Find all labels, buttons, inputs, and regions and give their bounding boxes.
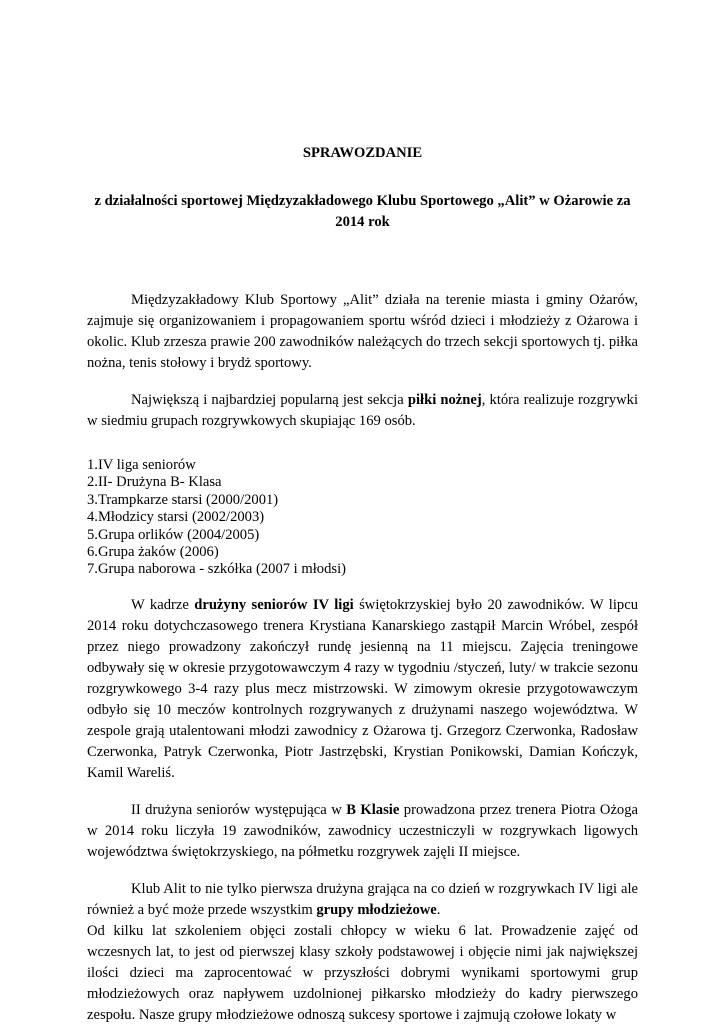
document-title: SPRAWOZDANIE: [302, 145, 423, 161]
paragraph-youth-groups: Klub Alit to nie tylko pierwsza drużyna grająca na co dzień w rozgrywkach IV ligi ale również a być może przede wszystkim grupy młodzieżowe.: [87, 880, 638, 918]
document-subtitle: z działalności sportowej Międzyzakładowego Klubu Sportowego „Alit” w Ożarowie za 2014 rok: [94, 193, 631, 230]
highlight-senior-team: drużyny seniorów IV ligi: [194, 596, 354, 613]
list-item: 2.II- Drużyna B- Klasa: [87, 474, 222, 491]
group-list: [87, 457, 638, 579]
paragraph-club-intro: Międzyzakładowy Klub Sportowy „Alit” działa na terenie miasta i gminy Ożarów, zajmuje się organizowaniem i propagowaniem sportu wśród dzieci i młodzieży z Ożarowa i okolic. Klub zrzesza prawie 200 zawodników należących do trzech sekcji sportowych tj. piłka nożna, tenis stołowy i brydż sportowy.: [87, 292, 638, 371]
highlight-b-klasa: B Klasie: [346, 801, 400, 818]
list-item: 5.Grupa orlików (2004/2005): [87, 526, 260, 543]
paragraph-training: Od kilku lat szkoleniem objęci zostali chłopcy w wieku 6 lat. Prowadzenie zajęć od wczesnych lat, to jest od pierwszej klasy szkoły podstawowej i objęcie nimi jak największej ilości dzieci ma zaprocentować w przyszłości dobrymi wynikami sportowymi grup młodzieżowych oraz napływem uzdolnionej piłkarsko młodzieży do kadry pierwszego zespołu. Nasze grupy młodzieżowe odnoszą sukcesy sportowe i zajmują czołowe lokaty w: [87, 922, 638, 1023]
list-item: 4.Młodzicy starsi (2002/2003): [87, 509, 265, 526]
highlight-football: piłki nożnej: [407, 392, 482, 408]
list-item: 3.Trampkarze starsi (2000/2001): [87, 491, 279, 508]
document-body: [87, 290, 638, 1026]
paragraph-second-team: II drużyna seniorów występująca w B Klasie prowadzona przez trenera Piotra Ożoga w 2014 roku liczyła 19 zawodników, zawodnicy uczestniczyli w rozgrywkach ligowych województwa świętokrzyskiego, na półmetku rozgrywek zajęli II miejsce.: [87, 801, 638, 860]
highlight-youth-groups: grupy młodzieżowe: [316, 901, 437, 918]
list-item: 6.Grupa żaków (2006): [87, 544, 219, 561]
paragraph-football-section: Największą i najbardziej popularną jest sekcja piłki nożnej, która realizuje rozgrywki w siedmiu grupach rozgrywkowych skupiając 169 osób.: [87, 392, 639, 429]
paragraph-senior-team: W kadrze drużyny seniorów IV ligi świętokrzyskiej było 20 zawodników. W lipcu 2014 roku dotychczasowego trenera Krystiana Kanarskiego zastąpił Marcin Wróbel, zespół przez niego prowadzony zakończył rundę jesienną na 11 miejscu. Zajęcia treningowe odbywały się w okresie przygotowawczym 4 razy w tygodniu /styczeń, luty/ w trakcie sezonu rozgrywkowego 3-4 razy plus mecz mistrzowski. W zimowym okresie przygotowawczym odbyło się 10 meczów kontrolnych rozgrywanych z drużynami naszego województwa. W zespole grają utalentowani młodzi zawodnicy z Ożarowa tj. Grzegorz Czerwonka, Radosław Czerwonka, Patryk Czerwonka, Piotr Jastrzębski, Krystian Ponikowski, Damian Kończyk, Kamil Wareliś.: [87, 596, 638, 781]
list-item: 1.IV liga seniorów: [87, 457, 196, 473]
list-item: 7.Grupa naborowa - szkółka (2007 i młodsi): [87, 561, 346, 578]
